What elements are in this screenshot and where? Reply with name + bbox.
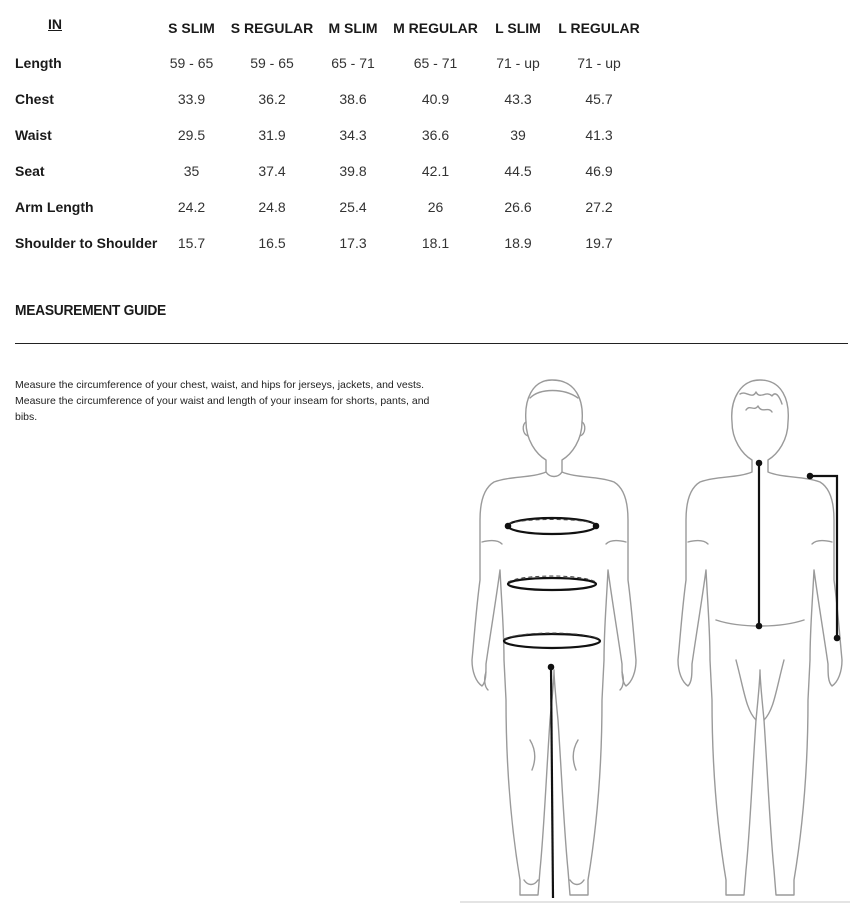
row-label: Arm Length [15, 199, 94, 215]
back-body-figure [678, 380, 842, 895]
table-cell: 17.3 [339, 235, 367, 251]
table-cell: 18.1 [421, 235, 450, 251]
table-cell: 33.9 [177, 91, 206, 107]
row-label: Length [15, 55, 62, 71]
measurement-guide-title: MEASUREMENT GUIDE [15, 302, 166, 319]
table-cell: 19.7 [585, 235, 613, 251]
table-cell: 29.5 [177, 127, 206, 143]
table-cell: 44.5 [504, 163, 532, 179]
unit-tab-in[interactable]: IN [48, 16, 62, 32]
table-corner [7, 10, 159, 45]
row-label: Chest [15, 91, 54, 107]
table-cell: 37.4 [258, 163, 286, 179]
table-row [7, 189, 647, 225]
table-cell: 36.2 [258, 91, 286, 107]
chest-marker-dot [505, 523, 511, 529]
size-chart-table [7, 10, 647, 261]
table-cell: 16.5 [258, 235, 286, 251]
table-cell: 36.6 [421, 127, 450, 143]
table-cell: 40.9 [421, 91, 450, 107]
table-cell: 71 - up [577, 55, 621, 71]
table-cell: 25.4 [339, 199, 367, 215]
column-header: M SLIM [328, 19, 378, 36]
column-header: S SLIM [168, 19, 215, 36]
table-cell: 15.7 [177, 235, 206, 251]
guide-line: Measure the circumference of your chest, waist, and hips for jerseys, jackets, and vests. [15, 379, 425, 391]
column-header: M REGULAR [393, 19, 478, 36]
table-row [7, 45, 647, 81]
table-cell: 39.8 [339, 163, 367, 179]
table-cell: 46.9 [585, 163, 613, 179]
row-label: Shoulder to Shoulder [15, 235, 158, 251]
table-cell: 59 - 65 [250, 55, 294, 71]
front-body-figure [472, 380, 636, 895]
column-header: L REGULAR [558, 19, 640, 36]
table-cell: 42.1 [421, 163, 450, 179]
column-header: S REGULAR [230, 19, 314, 36]
table-cell: 71 - up [496, 55, 540, 71]
table-cell: 38.6 [339, 91, 367, 107]
table-cell: 18.9 [504, 235, 532, 251]
measurement-guide-text [15, 377, 435, 425]
table-cell: 41.3 [585, 127, 613, 143]
table-cell: 65 - 71 [331, 55, 375, 71]
chest-measure-band [508, 518, 596, 534]
inseam-measure-line [551, 667, 553, 898]
chest-marker-dot [593, 523, 599, 529]
column-header: L SLIM [495, 19, 541, 36]
row-label: Waist [15, 127, 52, 143]
table-cell: 27.2 [585, 199, 613, 215]
arm-length-measure-line [810, 476, 837, 638]
table-cell: 24.2 [177, 199, 206, 215]
table-cell: 26 [427, 199, 444, 215]
table-cell: 45.7 [585, 91, 613, 107]
section-divider [15, 343, 848, 344]
table-cell: 43.3 [504, 91, 532, 107]
table-cell: 59 - 65 [169, 55, 214, 71]
table-row [7, 225, 647, 261]
table-header-row [7, 10, 647, 45]
table-row [7, 153, 647, 189]
table-cell: 65 - 71 [413, 55, 458, 71]
body-measurement-illustration [440, 360, 860, 905]
row-label: Seat [15, 163, 45, 179]
table-row [7, 117, 647, 153]
table-cell: 31.9 [258, 127, 286, 143]
table-cell: 26.6 [504, 199, 532, 215]
seat-measure-band [504, 634, 600, 648]
table-cell: 35 [183, 163, 200, 179]
table-cell: 24.8 [258, 199, 286, 215]
waist-measure-band [508, 578, 596, 590]
table-row [7, 81, 647, 117]
guide-line: Measure the circumference of your waist and length of your inseam for shorts, pants, and bibs. [15, 395, 430, 423]
table-cell: 34.3 [339, 127, 367, 143]
table-cell: 39 [510, 127, 526, 143]
